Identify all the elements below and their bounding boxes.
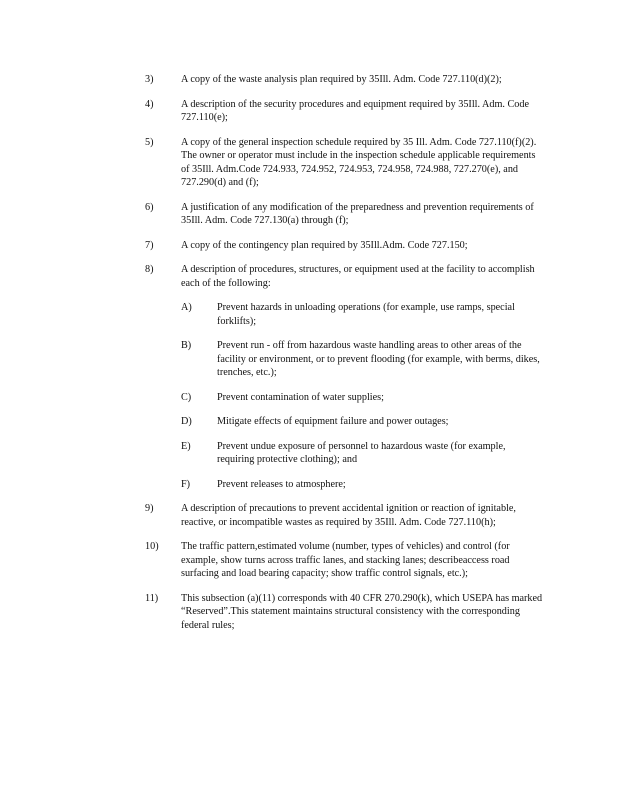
sub-list-item xyxy=(181,301,545,328)
sub-item-text: Prevent run - off from hazardous waste handling areas to other areas of the facility or environment, or to prevent flooding (for example, with berms, dikes, trenches, etc.); xyxy=(217,340,540,378)
item-number: 4) xyxy=(145,98,154,110)
item-text: A copy of the general inspection schedule required by 35 Ill. Adm. Code 727.110(f)(2). The owner or operator must include in the inspection schedule applicable requirements of 35Ill. Adm.Code 724.933, 724.952, 724.953, 724.958, 724.988, 727.270(e), and 727.290(d) and (f); xyxy=(181,136,537,188)
item-number: 11) xyxy=(145,592,159,604)
sub-list-item xyxy=(181,391,545,405)
list-item xyxy=(145,98,545,125)
sub-list-item xyxy=(181,478,545,492)
item-text: A description of procedures, structures, or equipment used at the facility to accomplish each of the following: xyxy=(181,264,535,289)
sub-list-item xyxy=(181,440,545,467)
sub-list xyxy=(181,301,545,491)
sub-item-letter: F) xyxy=(181,478,191,490)
item-text: A description of the security procedures and equipment required by 35Ill. Adm. Code 727.110(e); xyxy=(181,98,529,123)
requirements-list xyxy=(145,73,545,643)
sub-item-letter: B) xyxy=(181,340,192,351)
list-item xyxy=(145,263,545,491)
item-text: The traffic pattern,estimated volume (number, types of vehicles) and control (for example, show turns across traffic lanes, and stacking lanes; describeaccess road surfacing and load bearing capacity; show traffic control signals, etc.); xyxy=(181,541,510,579)
item-number: 10) xyxy=(145,541,159,552)
item-number: 3) xyxy=(145,74,154,85)
item-text: A copy of the waste analysis plan required by 35Ill. Adm. Code 727.110(d)(2); xyxy=(181,74,502,85)
item-text: This subsection (a)(11) corresponds with 40 CFR 270.290(k), which USEPA has marked “Reserved”.This statement maintains structural consistency with the corresponding federal rules; xyxy=(181,592,543,631)
sub-item-text: Mitigate effects of equipment failure and power outages; xyxy=(217,416,449,427)
sub-list-item xyxy=(181,339,545,380)
list-item xyxy=(145,136,545,190)
list-item xyxy=(145,592,545,633)
list-item xyxy=(145,502,545,529)
sub-item-letter: A) xyxy=(181,302,192,313)
item-text: A justification of any modification of the preparedness and prevention requirements of 35Ill. Adm. Code 727.130(a) through (f); xyxy=(181,201,534,226)
item-number: 7) xyxy=(145,239,154,251)
item-number: 8) xyxy=(145,264,154,275)
item-number: 9) xyxy=(145,503,154,514)
list-item xyxy=(145,73,545,87)
list-item xyxy=(145,201,545,228)
list-item xyxy=(145,540,545,581)
item-number: 5) xyxy=(145,136,154,148)
item-text: A copy of the contingency plan required by 35Ill.Adm. Code 727.150; xyxy=(181,239,468,251)
sub-item-text: Prevent undue exposure of personnel to hazardous waste (for example, requiring protective clothing); and xyxy=(217,440,506,465)
sub-item-letter: E) xyxy=(181,440,191,452)
sub-item-letter: C) xyxy=(181,391,192,403)
sub-item-text: Prevent releases to atmosphere; xyxy=(217,478,346,490)
item-text: A description of precautions to prevent accidental ignition or reaction of ignitable, reactive, or incompatible wastes as required by 35Ill. Adm. Code 727.110(h); xyxy=(181,503,516,528)
item-number: 6) xyxy=(145,201,154,213)
sub-list-item xyxy=(181,415,545,429)
sub-item-text: Prevent hazards in unloading operations (for example, use ramps, special forklifts); xyxy=(217,302,515,327)
sub-item-letter: D) xyxy=(181,416,192,427)
list-item xyxy=(145,239,545,253)
sub-item-text: Prevent contamination of water supplies; xyxy=(217,391,384,403)
